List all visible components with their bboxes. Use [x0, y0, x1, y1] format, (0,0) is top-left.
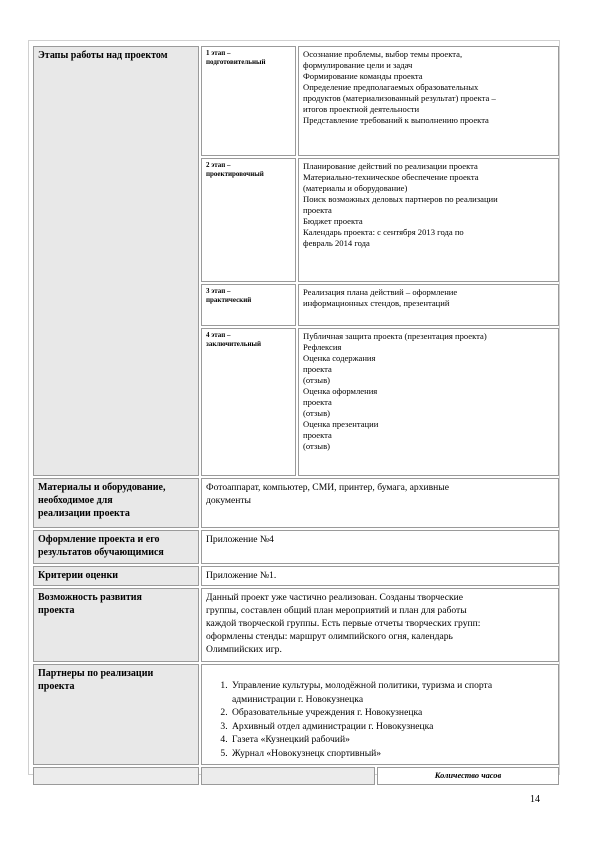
stage-item: проекта: [303, 430, 332, 440]
value-line: Фотоаппарат, компьютер, СМИ, принтер, бумага, архивные: [206, 482, 449, 493]
stage-2-number: 2 этап –: [206, 161, 231, 169]
stage-item: итогов проектной деятельности: [303, 104, 420, 114]
list-item: [230, 679, 554, 706]
stage-1-name: [201, 46, 296, 156]
stages-label-text: Этапы работы над проектом: [38, 50, 168, 61]
stage-4-number: 4 этап –: [206, 331, 231, 339]
hours-label: Количество часов: [377, 767, 559, 785]
stage-item: Оценка содержания: [303, 353, 376, 363]
registration-value: Приложение №4: [201, 530, 559, 564]
partner-line: Газета «Кузнецкий рабочий»: [232, 734, 350, 745]
partner-line: Журнал «Новокузнецк спортивный»: [232, 747, 382, 759]
criteria-value: Приложение №1.: [201, 566, 559, 586]
value-line: каждой творческой группы. Есть первые отчеты творческих групп:: [206, 618, 481, 629]
page-number: 14: [530, 794, 540, 805]
stage-row: [33, 46, 559, 156]
value-line: оформлены стенды: маршрут олимпийского огня, календарь: [206, 631, 453, 642]
label-line: Партнеры по реализации: [38, 668, 154, 679]
stage-item: (отзыв): [303, 441, 330, 451]
list-item: [230, 720, 554, 734]
stage-3-number: 3 этап –: [206, 287, 231, 295]
stages-label: [33, 46, 199, 476]
stage-item: проекта: [303, 205, 332, 215]
stage-2-title: проектировочный: [206, 170, 264, 178]
stage-item: Публичная защита проекта (презентация проекта): [303, 331, 487, 341]
registration-row: [33, 530, 559, 564]
stage-item: Поиск возможных деловых партнеров по реализации: [303, 194, 498, 204]
stage-item: Рефлексия: [303, 342, 342, 352]
materials-value: [201, 478, 559, 528]
stage-2-items: [298, 158, 559, 282]
value-line: группы, составлен общий план мероприятий и план для работы: [206, 605, 467, 616]
stage-item: (материалы и оборудование): [303, 183, 408, 193]
stage-item: Бюджет проекта: [303, 216, 363, 226]
stage-item: Осознание проблемы, выбор темы проекта,: [303, 49, 463, 59]
list-item: [230, 706, 554, 720]
value-line: документы: [206, 495, 251, 506]
stage-4-name: [201, 328, 296, 476]
partner-line: Архивный отдел администрации г. Новокузнецка: [232, 720, 434, 732]
stage-4-items: [298, 328, 559, 476]
stage-1-title: подготовительный: [206, 58, 266, 66]
project-table: [31, 44, 561, 787]
stage-3-items: [298, 284, 559, 326]
empty-cell: [33, 767, 199, 785]
stage-3-title: практический: [206, 296, 252, 304]
stage-item: Формирование команды проекта: [303, 71, 423, 81]
registration-label: [33, 530, 199, 564]
stage-item: (отзыв): [303, 375, 330, 385]
label-line: Оформление проекта и его: [38, 534, 160, 545]
label-line: проекта: [38, 681, 75, 692]
label-line: результатов обучающимися: [38, 547, 164, 558]
partner-line: 1. Управление культуры, молодёжной политики, туризма и спорта: [232, 680, 493, 691]
stage-2-name: [201, 158, 296, 282]
stage-item: Определение предполагаемых образовательных: [303, 82, 479, 92]
criteria-label: Критерии оценки: [33, 566, 199, 586]
stage-item: проекта: [303, 397, 332, 407]
stage-item: информационных стендов, презентаций: [303, 298, 450, 308]
development-value: [201, 588, 559, 662]
value-line: Олимпийских игр.: [206, 644, 282, 655]
development-label: [33, 588, 199, 662]
stage-item: февраль 2014 года: [303, 238, 370, 248]
value-line: Данный проект уже частично реализован. Созданы творческие: [206, 592, 464, 603]
stage-item: Оценка презентации: [303, 419, 379, 429]
partners-value: [201, 664, 559, 765]
label-line: необходимое для: [38, 495, 113, 506]
hours-row: [33, 767, 559, 785]
development-row: [33, 588, 559, 662]
label-line: реализации проекта: [38, 508, 130, 519]
stage-item: проекта: [303, 364, 332, 374]
stage-item: Реализация плана действий – оформление: [303, 287, 458, 297]
label-line: проекта: [38, 605, 75, 616]
stage-item: Представление требований к выполнению проекта: [303, 115, 489, 125]
label-line: Материалы и оборудование,: [38, 482, 166, 493]
empty-cell: [201, 767, 375, 785]
partner-line: администрации г. Новокузнецка: [232, 693, 364, 705]
stage-item: Планирование действий по реализации проекта: [303, 161, 478, 171]
list-item: [230, 747, 554, 761]
label-line: Возможность развития: [38, 592, 142, 603]
stage-item: продуктов (материализованный результат) проекта –: [303, 93, 496, 103]
stage-item: Материально-техническое обеспечение проекта: [303, 172, 479, 182]
partners-row: [33, 664, 559, 765]
stage-3-name: [201, 284, 296, 326]
partner-line: Образовательные учреждения г. Новокузнецка: [232, 707, 423, 718]
stage-1-items: [298, 46, 559, 156]
list-item: [230, 733, 554, 747]
materials-row: [33, 478, 559, 528]
stage-1-number: 1 этап –: [206, 49, 231, 57]
stage-item: Календарь проекта: с сентября 2013 года по: [303, 227, 464, 237]
stage-item: формулирование цели и задач: [303, 60, 413, 70]
partners-label: [33, 664, 199, 765]
partners-list: [206, 679, 554, 760]
stage-item: Оценка оформления: [303, 386, 378, 396]
stage-item: (отзыв): [303, 408, 330, 418]
materials-label: [33, 478, 199, 528]
stage-4-title: заключительный: [206, 340, 262, 348]
criteria-row: [33, 566, 559, 586]
